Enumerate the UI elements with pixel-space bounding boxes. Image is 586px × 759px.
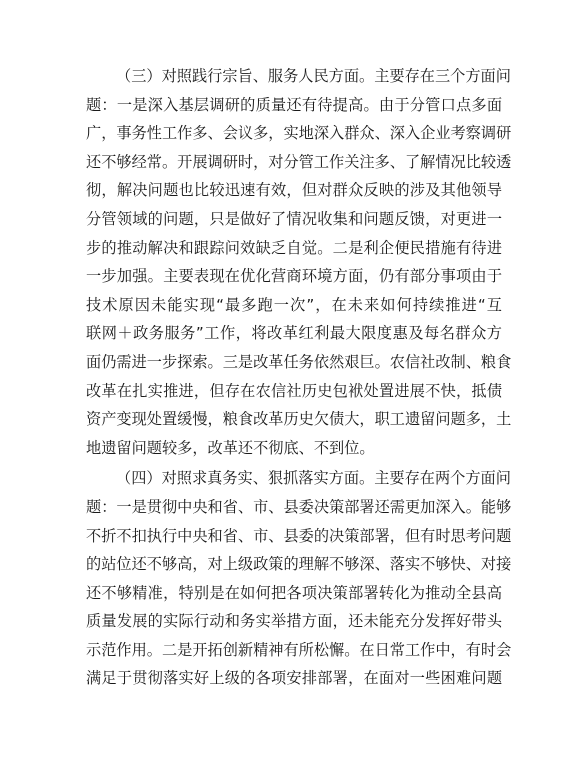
- text-line: 的站位还不够高，对上级政策的理解不够深、落实不够快、对接: [86, 555, 512, 574]
- text-line: 地遗留问题较多，改革还不彻底、不到位。: [86, 438, 375, 457]
- text-line: 技术原因未能实现“最多跑一次”，在未来如何持续推进“互: [86, 295, 502, 314]
- paragraph: [86, 62, 512, 462]
- text-line: 题：一是贯彻中央和省、市、县委决策部署还需更加深入。能够: [86, 497, 512, 516]
- text-line: 质量发展的实际行动和务实举措方面，还未能充分发挥好带头: [86, 612, 502, 631]
- paragraph: [86, 464, 512, 693]
- text-line: （三）对照践行宗旨、服务人民方面。主要存在三个方面问: [116, 67, 511, 85]
- text-line: 联网＋政务服务”工作，将改革红利最大限度惠及每名群众方: [86, 324, 502, 343]
- document-body: [86, 62, 512, 693]
- text-line: 资产变现处置缓慢，粮食改革历史欠债大，职工遗留问题多，土: [86, 410, 512, 429]
- text-line: 分管领域的问题，只是做好了情况收集和问题反馈，对更进一: [86, 209, 502, 228]
- text-line: （四）对照求真务实、狠抓落实方面。主要存在两个方面问: [116, 469, 511, 488]
- text-line: 示范作用。二是开拓创新精神有所松懈。在日常工作中，有时会: [86, 640, 512, 659]
- text-line: 题：一是深入基层调研的质量还有待提高。由于分管口点多面: [86, 95, 502, 114]
- text-line: 广，事务性工作多、会议多，实地深入群众、深入企业考察调研: [86, 124, 512, 143]
- text-line: 不折不扣执行中央和省、市、县委的决策部署，但有时思考问题: [86, 526, 512, 545]
- text-line: 还不够精准，特别是在如何把各项决策部署转化为推动全县高: [86, 583, 502, 602]
- text-line: 一步加强。主要表现在优化营商环境方面，仍有部分事项由于: [86, 267, 502, 286]
- text-line: 还不够经常。开展调研时，对分管工作关注多、了解情况比较透: [86, 152, 512, 171]
- text-line: 满足于贯彻落实好上级的各项安排部署，在面对一些困难问题: [86, 669, 502, 688]
- text-line: 面仍需进一步探索。三是改革任务依然艰巨。农信社改制、粮食: [86, 352, 512, 371]
- text-line: 彻，解决问题也比较迅速有效，但对群众反映的涉及其他领导: [86, 181, 502, 200]
- text-line: 改革在扎实推进，但存在农信社历史包袱处置进展不快，抵债: [86, 381, 502, 400]
- text-line: 步的推动解决和跟踪问效缺乏自觉。二是利企便民措施有待进: [86, 238, 502, 257]
